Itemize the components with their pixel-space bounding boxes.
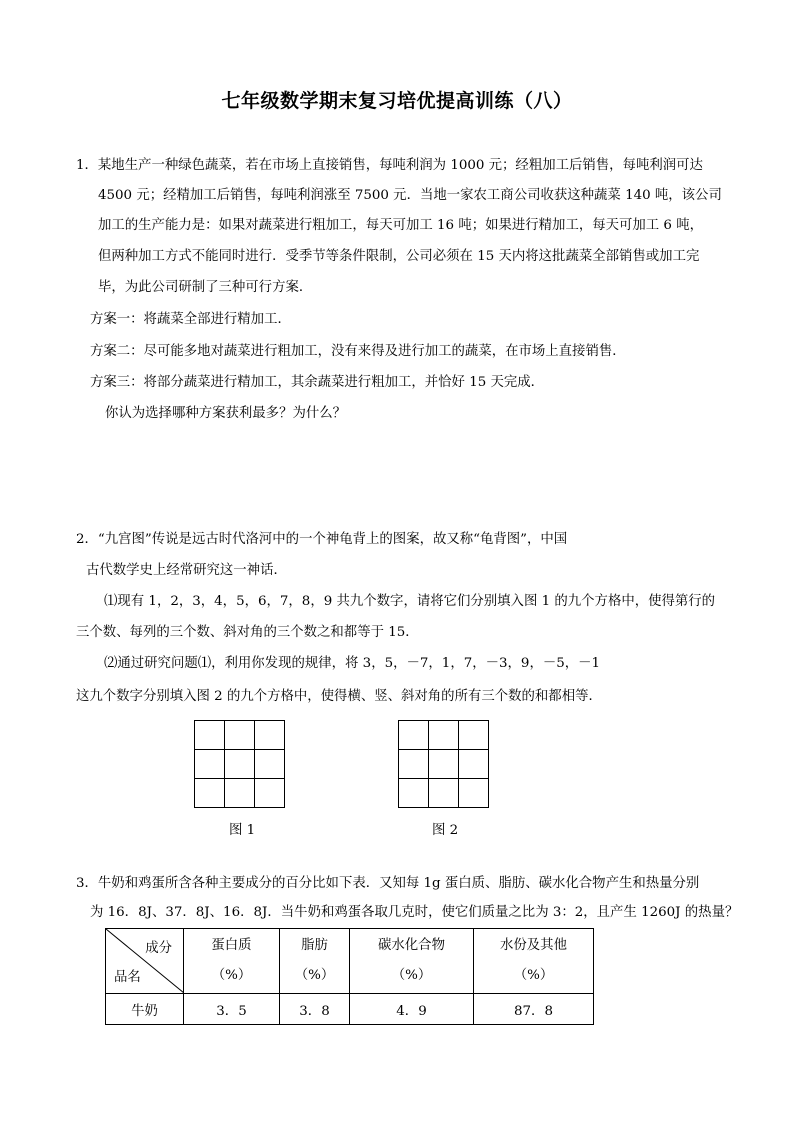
q1-line-4: 但两种加工方式不能同时进行．受季节等条件限制，公司必须在 15 天内将这批蔬菜全部销售或加工完 (98, 249, 700, 264)
header-unit: （%） (391, 968, 432, 983)
q2-line-1: 2．“九宫图”传说是远古时代洛河中的一个神龟背上的图案，故又称“龟背图”，中国 (76, 532, 568, 547)
magic-square-grid-2 (398, 720, 489, 808)
header-unit: （%） (513, 968, 554, 983)
table-cell: 3．5 (184, 994, 280, 1025)
q1-plan-2: 方案二：尽可能多地对蔬菜进行粗加工，没有来得及进行加工的蔬菜，在市场上直接销售． (90, 344, 626, 359)
table-header-row (106, 929, 594, 994)
header-unit: （%） (211, 968, 252, 983)
q3-line-1: 3．牛奶和鸡蛋所含各种主要成分的百分比如下表．又知每 1g 蛋白质、脂肪、碳水化合物产生和热量分别 (76, 876, 700, 891)
q1-plan-1: 方案一：将蔬菜全部进行精加工． (90, 312, 291, 327)
header-label: 脂肪 (301, 938, 328, 953)
grid-cell (255, 779, 285, 808)
table-cell: 3．8 (280, 994, 350, 1025)
grid-cell (225, 779, 255, 808)
grid-cell (459, 779, 489, 808)
header-unit: （%） (294, 968, 335, 983)
q2-part-2-line-2: 这九个数字分别填入图 2 的九个方格中，使得横、竖、斜对角的所有三个数的和都相等． (76, 689, 602, 704)
q1-question: 你认为选择哪种方案获利最多？为什么？ (105, 406, 347, 421)
row-name-cell: 牛奶 (106, 994, 184, 1025)
grid-cell (225, 721, 255, 750)
grid-cell (225, 750, 255, 779)
grid-cell (195, 750, 225, 779)
q1-line-5: 毕，为此公司研制了三种可行方案． (98, 280, 313, 295)
header-label: 水份及其他 (500, 938, 567, 953)
grid-cell (195, 721, 225, 750)
page-title: 七年级数学期末复习培优提高训练（八） (221, 90, 573, 112)
q1-plan-3: 方案三：将部分蔬菜进行精加工，其余蔬菜进行粗加工，并恰好 15 天完成． (90, 375, 545, 390)
q1-line-2: 4500 元；经精加工后销售，每吨利润涨至 7500 元．当地一家农工商公司收获这种蔬菜 140 吨，该公司 (98, 188, 722, 203)
table-header-cell (350, 929, 474, 994)
header-label: 蛋白质 (211, 938, 252, 953)
table-header-cell (474, 929, 594, 994)
q2-part-1-line-2: 三个数、每列的三个数、斜对角的三个数之和都等于 15． (76, 625, 419, 640)
q2-line-2: 古代数学史上经常研究这一神话． (86, 563, 287, 578)
grid-cell (195, 779, 225, 808)
header-label: 碳水化合物 (378, 938, 445, 953)
corner-row-label: 品名 (114, 970, 141, 985)
grid-cell (399, 750, 429, 779)
q3-line-2: 为 16．8J、37．8J、16．8J．当牛奶和鸡蛋各取几克时，使它们质量之比为 3：2，且产生 1260J 的热量？ (90, 905, 739, 920)
grid-cell (255, 721, 285, 750)
grid-cell (459, 721, 489, 750)
q1-line-1: 1．某地生产一种绿色蔬菜，若在市场上直接销售，每吨利润为 1000 元；经粗加工后销售，每吨利润可达 (76, 158, 703, 173)
table-cell: 4．9 (350, 994, 474, 1025)
q2-part-2-line-1: ⑵通过研究问题⑴，利用你发现的规律，将 3，5，－7，1，7，－3，9，－5，－1 (104, 656, 601, 671)
corner-column-label: 成分 (145, 941, 172, 956)
grid-cell (429, 750, 459, 779)
grid-cell (429, 779, 459, 808)
table-header-cell (280, 929, 350, 994)
table-header-cell (184, 929, 280, 994)
table-cell: 87．8 (474, 994, 594, 1025)
q2-part-1-line-1: ⑴现有 1，2，3，4，5，6，7，8，9 共九个数字，请将它们分别填入图 1 的九个方格中，使得第行的 (104, 594, 716, 609)
figure-2-caption: 图 2 (432, 823, 459, 838)
grid-cell (459, 750, 489, 779)
magic-square-grid-1 (194, 720, 285, 808)
table-corner-cell (106, 929, 184, 994)
figure-1-caption: 图 1 (229, 823, 256, 838)
grid-cell (399, 779, 429, 808)
q1-line-3: 加工的生产能力是：如果对蔬菜进行粗加工，每天可加工 16 吨；如果进行精加工，每天可加工 6 吨， (98, 218, 703, 233)
table-row (106, 994, 594, 1025)
nutrition-table (105, 928, 594, 1025)
grid-cell (429, 721, 459, 750)
grid-cell (255, 750, 285, 779)
grid-cell (399, 721, 429, 750)
